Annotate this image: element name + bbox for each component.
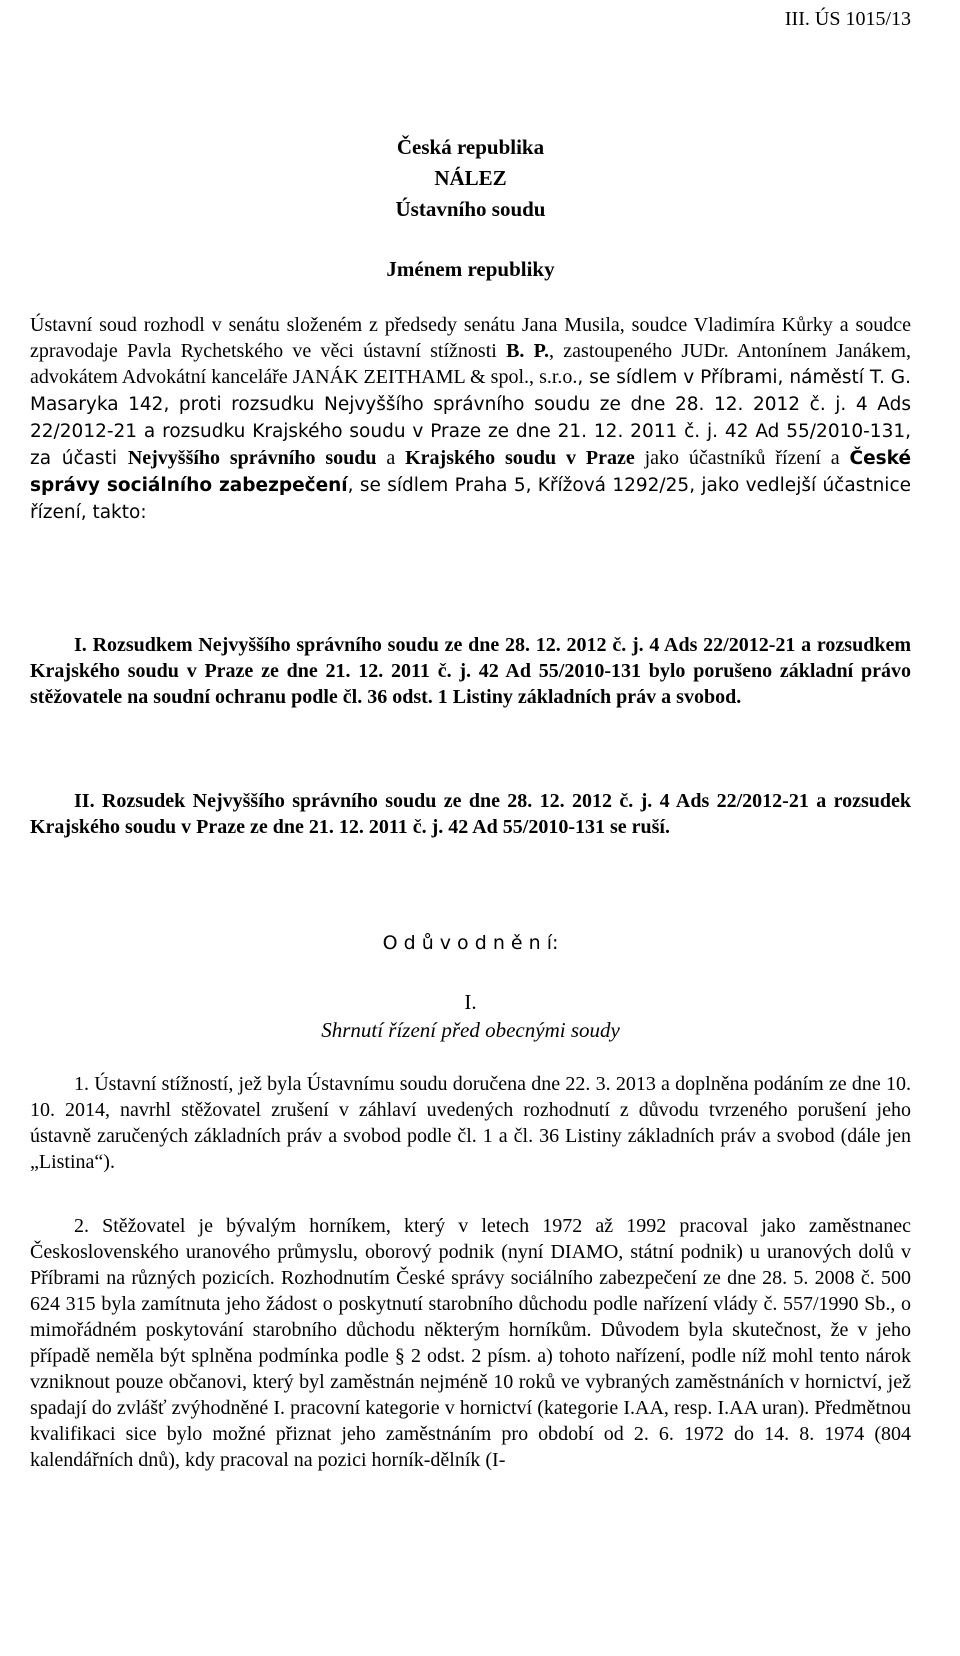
paragraph-2-text: Stěžovatel je bývalým horníkem, který v letech 1972 až 1992 pracoval jako zaměstnanec Československého uranového průmyslu, oborový podnik (nyní DIAMO, státní podnik) u uranových dolů v Příbrami na různých pozicích. Rozhodnutím České správy sociálního zabezpečení ze dne 28. 5. 2008 č. 500 624 315 byla zamítnuta jeho žádost o poskytnutí starobního důchodu podle nařízení vlády č. 557/1990 Sb., o mimořádném poskytování starobního důchodu některým horníkům. Důvodem byla skutečnost, že v jeho případě neměla být splněna podmínka podle § 2 odst. 2 písm. a) tohoto nařízení, podle níž mohl tento nárok vzniknout pouze občanovi, který byl zaměstnán nejméně 10 roků ve vybraných zaměstnáních v hornictví, jež spadají do zvlášť zvýhodněné I. pracovní kategorie v hornictví (kategorie I.AA, resp. I.AA uran). Předmětnou kvalifikaci sice bylo možné přiznat jeho zaměstnáním pro období od 2. 6. 1972 do 14. 8. 1974 (804 kalendářních dnů), kdy pracoval na pozici horník-dělník (I- <box>30 1215 911 1471</box>
paragraph-2 <box>30 1213 911 1473</box>
heading-court: Ústavního soudu <box>395 197 546 221</box>
reasoning-title: O d ů v o d n ě n í: <box>382 932 559 954</box>
verdict-item-1-number: I. <box>74 634 87 656</box>
paragraph-1-number: 1. <box>74 1073 89 1095</box>
verdict-item-2 <box>30 788 911 840</box>
complainant-name: B. P. <box>506 340 550 362</box>
intro-text-1: Ústavní soud rozhodl v senátu složeném z předsedy senátu Jana Musila, soudce Vladimíra Kůrky a soudce zpravodaje Pavla Rychetského ve věci ústavní stížnosti <box>30 314 911 362</box>
section-title: Shrnutí řízení před obecnými soudy <box>321 1018 620 1042</box>
paragraph-1 <box>30 1071 911 1175</box>
file-number: III. ÚS 1015/13 <box>784 8 911 30</box>
verdict-item-1 <box>30 632 911 710</box>
party-regional-court: Krajského soudu v Praze <box>405 447 635 469</box>
heading-country: Česká republika <box>396 135 545 159</box>
heading-in-name: Jménem republiky <box>386 257 555 281</box>
paragraph-1-text: Ústavní stížností, jež byla Ústavnímu soudu doručena dne 22. 3. 2013 a doplněna podáním ze dne 10. 10. 2014, navrhl stěžovatel zrušení v záhlaví uvedených rozhodnutí z důvodu tvrzeného porušení jeho ústavně zaručených základních práv a svobod podle čl. 1 a čl. 36 Listiny základních práv a svobod (dále jen „Listina“). <box>30 1073 911 1173</box>
intro-text-3: , se sídlem v Příbrami, náměstí T. G. Masaryka 142, proti rozsudku Nejvyššího správního soudu ze dne 28. 12. 2012 č. j. 4 Ads 22/2012-21 a rozsudku Krajského soudu v Praze ze dne 21. 12. 2011 č. j. 42 Ad 55/2010-131, za účasti <box>30 367 911 469</box>
party-supreme-admin-court: Nejvyššího správního soudu <box>127 447 377 469</box>
intro-text-4: a <box>376 447 406 469</box>
party-social-security: České správy sociálního zabezpečení <box>30 448 912 496</box>
intro-text-2: , zastoupeného JUDr. Antonínem Janákem, advokátem Advokátní kanceláře JANÁK ZEITHAML & spol., s.r.o. <box>30 340 911 388</box>
verdict-item-2-number: II. <box>74 790 95 812</box>
document-heading <box>30 132 911 285</box>
intro-text-6: , se sídlem Praha 5, Křížová 1292/25, jako vedlejší účastnice řízení, takto: <box>30 475 911 523</box>
document-page <box>30 0 911 1656</box>
intro-paragraph <box>30 312 911 526</box>
paragraph-2-number: 2. <box>74 1215 89 1237</box>
verdict-item-1-text: Rozsudkem Nejvyššího správního soudu ze dne 28. 12. 2012 č. j. 4 Ads 22/2012-21 a rozsudkem Krajského soudu v Praze ze dne 21. 12. 2011 č. j. 42 Ad 55/2010-131 bylo porušeno základní právo stěžovatele na soudní ochranu podle čl. 36 odst. 1 Listiny základních práv a svobod. <box>30 634 911 708</box>
heading-doc-type: NÁLEZ <box>434 166 507 190</box>
intro-text-5: jako účastníků řízení a <box>634 447 850 469</box>
verdict-item-2-text: Rozsudek Nejvyššího správního soudu ze dne 28. 12. 2012 č. j. 4 Ads 22/2012-21 a rozsudek Krajského soudu v Praze ze dne 21. 12. 2011 č. j. 42 Ad 55/2010-131 se ruší. <box>30 790 911 838</box>
section-number: I. <box>464 990 477 1014</box>
